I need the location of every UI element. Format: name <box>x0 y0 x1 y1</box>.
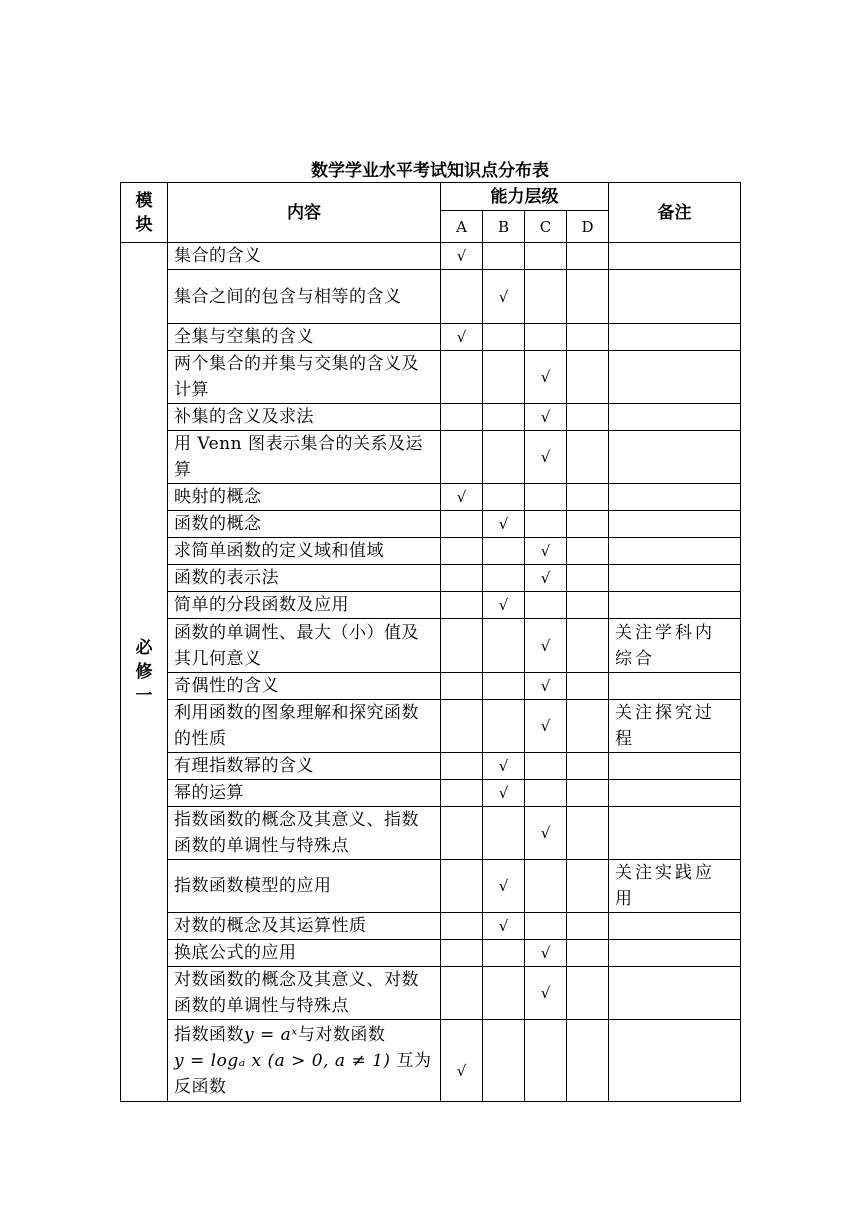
content-text: 指数函数 <box>174 1024 244 1045</box>
level-d-cell <box>567 484 609 511</box>
note-cell: 关注探究过程 <box>609 700 741 753</box>
level-b-cell <box>483 324 525 351</box>
level-d-cell <box>567 431 609 484</box>
level-a-cell: √ <box>441 484 483 511</box>
formula-logarithm: y = logₐ x (a > 0, a ≠ 1) <box>174 1050 391 1071</box>
level-c-cell <box>525 270 567 324</box>
formula-exponential: y = aˣ <box>244 1024 298 1045</box>
level-b-cell <box>483 351 525 404</box>
content-cell: 用 Venn 图表示集合的关系及运算 <box>168 431 441 484</box>
level-c-cell: √ <box>525 807 567 860</box>
level-b-cell <box>483 807 525 860</box>
level-d-cell <box>567 511 609 538</box>
level-b-cell <box>483 404 525 431</box>
header-note: 备注 <box>609 183 741 243</box>
level-a-cell <box>441 619 483 673</box>
note-cell <box>609 351 741 404</box>
level-d-cell <box>567 619 609 673</box>
level-d-cell <box>567 940 609 967</box>
content-cell <box>168 1020 441 1102</box>
level-c-cell <box>525 913 567 940</box>
level-c-cell: √ <box>525 351 567 404</box>
table-row <box>121 511 741 538</box>
level-d-cell <box>567 913 609 940</box>
header-level-d: D <box>567 211 609 243</box>
table-row <box>121 940 741 967</box>
content-cell: 指数函数模型的应用 <box>168 860 441 913</box>
content-cell: 映射的概念 <box>168 484 441 511</box>
level-d-cell <box>567 860 609 913</box>
table-row <box>121 700 741 753</box>
knowledge-table <box>120 182 741 1102</box>
level-c-cell <box>525 753 567 780</box>
note-cell: 关注实践应用 <box>609 860 741 913</box>
level-c-cell: √ <box>525 700 567 753</box>
level-c-cell: √ <box>525 538 567 565</box>
level-c-cell <box>525 860 567 913</box>
level-a-cell <box>441 351 483 404</box>
table-row <box>121 538 741 565</box>
note-cell <box>609 324 741 351</box>
table-row <box>121 967 741 1020</box>
level-c-cell <box>525 592 567 619</box>
note-cell <box>609 1020 741 1102</box>
level-c-cell <box>525 484 567 511</box>
level-b-cell: √ <box>483 860 525 913</box>
content-cell: 函数的单调性、最大（小）值及其几何意义 <box>168 619 441 673</box>
table-row <box>121 673 741 700</box>
level-b-cell <box>483 565 525 592</box>
note-cell <box>609 673 741 700</box>
level-b-cell <box>483 673 525 700</box>
content-text: 与对数函数 <box>297 1024 386 1045</box>
level-a-cell <box>441 538 483 565</box>
level-d-cell <box>567 404 609 431</box>
level-a-cell <box>441 431 483 484</box>
level-a-cell <box>441 700 483 753</box>
level-b-cell <box>483 484 525 511</box>
level-c-cell <box>525 1020 567 1102</box>
content-cell: 求简单函数的定义域和值域 <box>168 538 441 565</box>
table-row <box>121 484 741 511</box>
level-c-cell: √ <box>525 431 567 484</box>
content-cell: 幂的运算 <box>168 780 441 807</box>
level-a-cell <box>441 807 483 860</box>
level-a-cell <box>441 270 483 324</box>
table-row <box>121 565 741 592</box>
table-row <box>121 431 741 484</box>
level-d-cell <box>567 967 609 1020</box>
level-b-cell <box>483 619 525 673</box>
level-b-cell: √ <box>483 270 525 324</box>
content-cell: 集合之间的包含与相等的含义 <box>168 270 441 324</box>
header-level-a: A <box>441 211 483 243</box>
level-d-cell <box>567 351 609 404</box>
level-d-cell <box>567 270 609 324</box>
header-level-c: C <box>525 211 567 243</box>
note-cell <box>609 538 741 565</box>
content-cell: 换底公式的应用 <box>168 940 441 967</box>
table-row <box>121 913 741 940</box>
level-b-cell: √ <box>483 592 525 619</box>
note-cell <box>609 511 741 538</box>
level-c-cell: √ <box>525 619 567 673</box>
document-title: 数学学业水平考试知识点分布表 <box>311 161 549 181</box>
note-cell <box>609 913 741 940</box>
note-cell <box>609 753 741 780</box>
content-cell: 利用函数的图象理解和探究函数的性质 <box>168 700 441 753</box>
level-a-cell <box>441 780 483 807</box>
header-level: 能力层级 <box>441 183 609 211</box>
level-a-cell <box>441 673 483 700</box>
note-cell <box>609 404 741 431</box>
level-b-cell: √ <box>483 511 525 538</box>
level-b-cell: √ <box>483 753 525 780</box>
table-row <box>121 404 741 431</box>
level-c-cell: √ <box>525 940 567 967</box>
note-cell <box>609 592 741 619</box>
level-d-cell <box>567 538 609 565</box>
level-a-cell <box>441 860 483 913</box>
table-row <box>121 270 741 324</box>
level-b-cell: √ <box>483 913 525 940</box>
module-cell: 必修一 <box>121 243 168 1102</box>
level-a-cell <box>441 940 483 967</box>
level-c-cell: √ <box>525 565 567 592</box>
level-a-cell <box>441 913 483 940</box>
level-a-cell <box>441 511 483 538</box>
level-c-cell <box>525 324 567 351</box>
content-cell: 函数的概念 <box>168 511 441 538</box>
content-text: 互为反函数 <box>174 1050 432 1097</box>
level-b-cell <box>483 700 525 753</box>
level-d-cell <box>567 673 609 700</box>
content-cell: 对数的概念及其运算性质 <box>168 913 441 940</box>
level-b-cell <box>483 538 525 565</box>
level-b-cell <box>483 967 525 1020</box>
content-cell: 有理指数幂的含义 <box>168 753 441 780</box>
note-cell <box>609 967 741 1020</box>
table-row <box>121 753 741 780</box>
table-row <box>121 1020 741 1102</box>
content-cell: 对数函数的概念及其意义、对数函数的单调性与特殊点 <box>168 967 441 1020</box>
level-a-cell <box>441 404 483 431</box>
level-a-cell <box>441 967 483 1020</box>
table-row <box>121 592 741 619</box>
level-d-cell <box>567 700 609 753</box>
table-row <box>121 780 741 807</box>
level-a-cell <box>441 753 483 780</box>
level-c-cell: √ <box>525 673 567 700</box>
level-d-cell <box>567 592 609 619</box>
level-c-cell <box>525 780 567 807</box>
note-cell <box>609 565 741 592</box>
content-cell: 奇偶性的含义 <box>168 673 441 700</box>
content-cell: 全集与空集的含义 <box>168 324 441 351</box>
table-row <box>121 243 741 270</box>
level-a-cell: √ <box>441 243 483 270</box>
level-d-cell <box>567 753 609 780</box>
table-row <box>121 351 741 404</box>
note-cell <box>609 484 741 511</box>
level-c-cell: √ <box>525 404 567 431</box>
header-level-b: B <box>483 211 525 243</box>
content-cell: 指数函数的概念及其意义、指数函数的单调性与特殊点 <box>168 807 441 860</box>
table-row <box>121 324 741 351</box>
header-content: 内容 <box>168 183 441 243</box>
note-cell <box>609 807 741 860</box>
note-cell: 关注学科内综合 <box>609 619 741 673</box>
level-b-cell <box>483 1020 525 1102</box>
level-c-cell <box>525 511 567 538</box>
level-d-cell <box>567 1020 609 1102</box>
note-cell <box>609 270 741 324</box>
note-cell <box>609 431 741 484</box>
level-a-cell <box>441 592 483 619</box>
level-d-cell <box>567 324 609 351</box>
level-a-cell: √ <box>441 324 483 351</box>
level-b-cell <box>483 940 525 967</box>
level-c-cell: √ <box>525 967 567 1020</box>
level-b-cell <box>483 431 525 484</box>
level-a-cell: √ <box>441 1020 483 1102</box>
level-a-cell <box>441 565 483 592</box>
table-row <box>121 619 741 673</box>
content-cell: 两个集合的并集与交集的含义及计算 <box>168 351 441 404</box>
level-b-cell: √ <box>483 780 525 807</box>
level-d-cell <box>567 780 609 807</box>
table-row <box>121 860 741 913</box>
header-module: 模块 <box>121 183 168 243</box>
note-cell <box>609 780 741 807</box>
level-d-cell <box>567 243 609 270</box>
content-cell: 集合的含义 <box>168 243 441 270</box>
content-cell: 补集的含义及求法 <box>168 404 441 431</box>
content-cell: 函数的表示法 <box>168 565 441 592</box>
note-cell <box>609 940 741 967</box>
level-d-cell <box>567 807 609 860</box>
level-b-cell <box>483 243 525 270</box>
level-c-cell <box>525 243 567 270</box>
level-d-cell <box>567 565 609 592</box>
content-cell: 简单的分段函数及应用 <box>168 592 441 619</box>
note-cell <box>609 243 741 270</box>
table-row <box>121 807 741 860</box>
